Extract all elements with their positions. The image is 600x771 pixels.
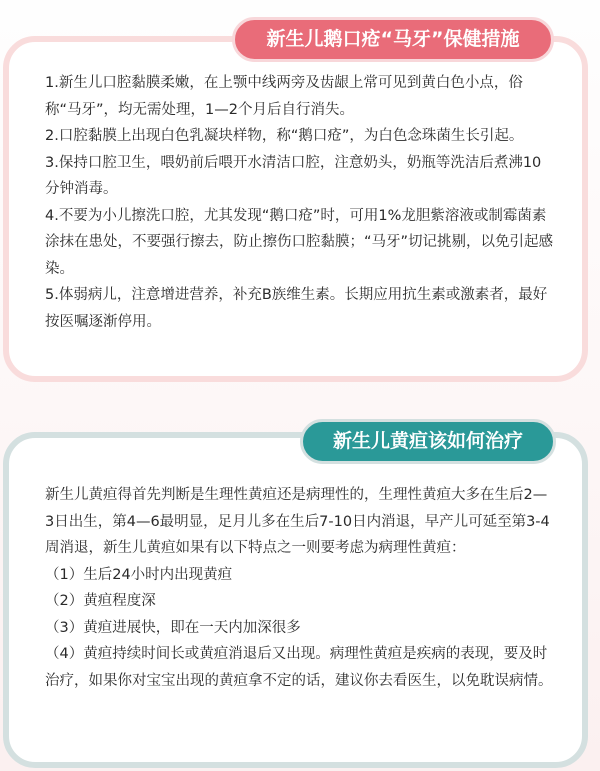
jaundice-intro: 新生儿黄疸得首先判断是生理性黄疸还是病理性的，生理性黄疸大多在生后2—3日出生，第4—6最明显，足月儿多在生后7-10日内消退，早产儿可延至第3-4周消退，新生儿黄疸如果有以下特点之一则要考虑为病理性黄疸：	[45, 487, 550, 556]
jaundice-item: （2）黄疸程度深	[45, 593, 156, 609]
thrush-care-title: 新生儿鹅口疮“马牙”保健措施	[232, 17, 554, 62]
thrush-care-item: 1.新生儿口腔黏膜柔嫩，在上颚中线两旁及齿龈上常可见到黄白色小点，俗称“马牙”，均无需处理，1—2个月后自行消失。	[45, 75, 523, 118]
thrush-care-item: 3.保持口腔卫生，喂奶前后喂开水清洁口腔，注意奶头，奶瓶等洗洁后煮沸10分钟消毒。	[45, 154, 542, 197]
thrush-care-item: 4.不要为小儿擦洗口腔，尤其发现“鹅口疮”时，可用1%龙胆紫溶液或制霉菌素涂抹在患处，不要强行擦去，防止擦伤口腔黏膜；“马牙”切记挑剔，以免引起感染。	[45, 207, 554, 277]
thrush-care-content	[45, 70, 555, 335]
thrush-care-item: 2.口腔黏膜上出现白色乳凝块样物，称“鹅口疮”，为白色念珠菌生长引起。	[45, 128, 524, 144]
jaundice-treatment-content	[45, 482, 555, 694]
jaundice-item: （3）黄疸进展快，即在一天内加深很多	[45, 619, 301, 636]
jaundice-treatment-title: 新生儿黄疸该如何治疗	[300, 419, 556, 464]
jaundice-item: （4）黄疸持续时间长或黄疸消退后又出现。病理性黄疸是疾病的表现，要及时治疗，如果你对宝宝出现的黄疸拿不定的话，建议你去看医生，以免耽误病情。	[45, 646, 553, 689]
thrush-care-item: 5.体弱病儿，注意增进营养，补充B族维生素。长期应用抗生素或激素者，最好按医嘱逐渐停用。	[45, 287, 548, 330]
jaundice-item: （1）生后24小时内出现黄疸	[45, 566, 233, 583]
